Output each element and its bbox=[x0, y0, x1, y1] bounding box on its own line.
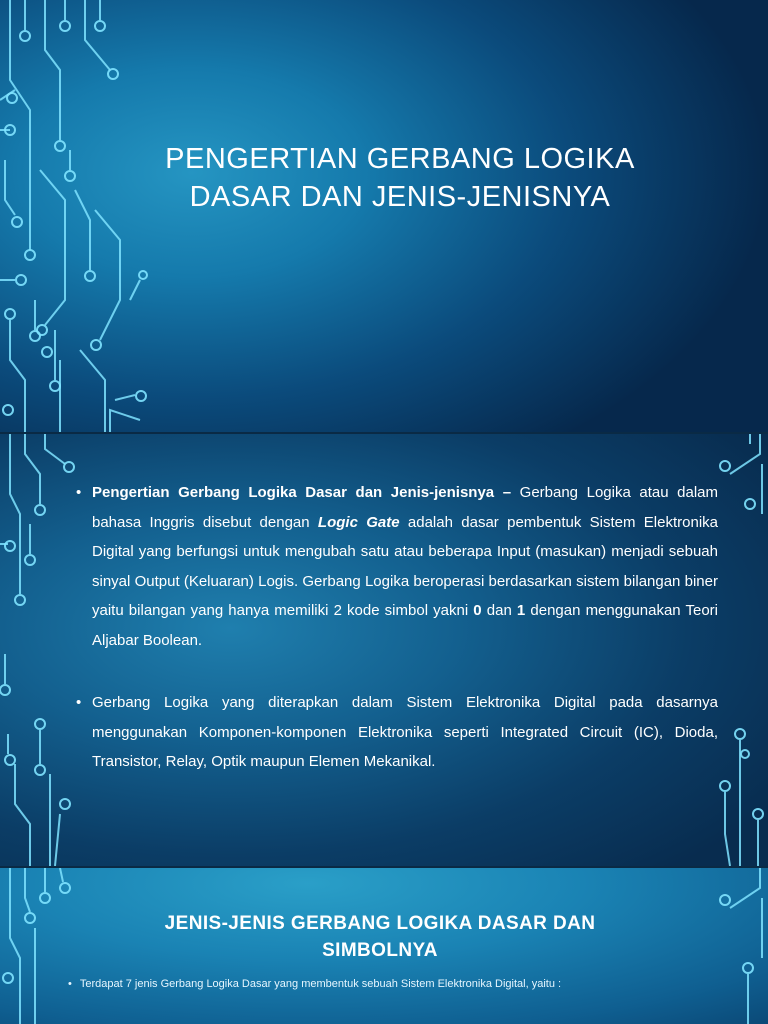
circuit-decoration-left bbox=[0, 434, 80, 866]
binary-one: 1 bbox=[516, 602, 526, 619]
slide-title bbox=[0, 0, 768, 432]
bullet-text-b: adalah dasar pembentuk Sistem Elektronika Digital yang berfungsi untuk mengubah satu atau beberapa Input (masukan) menjadi sebuah sinyal Output (Keluaran) Logis. Gerbang Logika beroperasi berdasarkan sistem bilangan biner yaitu bilangan yang hanya memiliki 2 kode simbol yakni bbox=[92, 513, 718, 619]
title-line-2: DASAR DAN JENIS-JENISNYA bbox=[189, 181, 611, 213]
title-line-1: JENIS-JENIS GERBANG LOGIKA DASAR DAN bbox=[164, 913, 596, 934]
title-line-2: SIMBOLNYA bbox=[322, 940, 438, 961]
circuit-decoration-left bbox=[0, 868, 80, 1024]
bullet-components: • Gerbang Logika yang diterapkan dalam Sistem Elektronika Digital pada dasarnya menggunakan Komponen-komponen Elektronika seperti Integrated Circuit (IC), Dioda, Transistor, Relay, Optik maupun Elemen Mekanikal. bbox=[76, 688, 718, 777]
bullet-lead: Pengertian Gerbang Logika Dasar dan Jenis-jenisnya – bbox=[92, 484, 512, 501]
binary-zero: 0 bbox=[473, 602, 482, 619]
slide-definition bbox=[0, 434, 768, 866]
bullet-text-d: dengan menggunakan Teori Aljabar Boolean. bbox=[92, 602, 719, 649]
bullet-intro: • Terdapat 7 jenis Gerbang Logika Dasar yang membentuk sebuah Sistem Elektronika Digital, yaitu : bbox=[68, 978, 728, 990]
slide-title-text bbox=[100, 140, 700, 216]
title-line-1: PENGERTIAN GERBANG LOGIKA bbox=[165, 143, 635, 175]
logic-gate-term: Logic Gate bbox=[317, 513, 400, 531]
slide-types bbox=[0, 868, 768, 1024]
slide-content bbox=[76, 478, 718, 777]
bullet-definition bbox=[76, 478, 718, 655]
slide-types-title bbox=[120, 910, 640, 964]
circuit-decoration-left bbox=[0, 0, 160, 432]
bullet-text-c: dan bbox=[481, 602, 517, 619]
circuit-decoration-right bbox=[700, 868, 768, 1024]
bullet-text-a: Gerbang Logika atau dalam bahasa Inggris disebut dengan bbox=[92, 484, 718, 531]
